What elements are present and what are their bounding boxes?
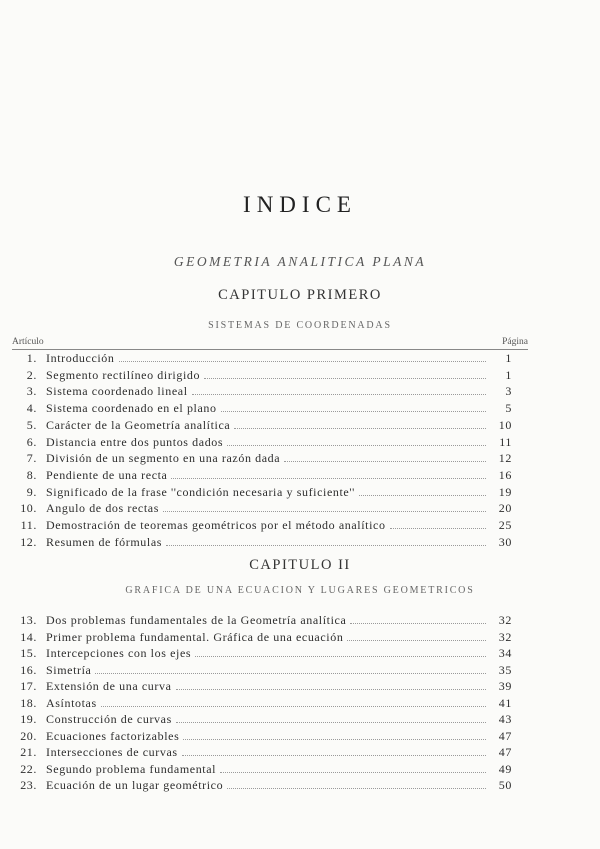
toc-entry-leader	[204, 368, 486, 379]
toc-entry-number: 7.	[26, 451, 37, 466]
toc-entry-title: Demostración de teoremas geométricos por el método analítico	[46, 518, 386, 532]
toc-entry	[0, 351, 600, 367]
toc-entry-title-wrap	[46, 468, 486, 483]
toc-entry-leader	[101, 696, 486, 707]
toc-entry-leader	[119, 351, 486, 362]
chapter-1-title: CAPITULO PRIMERO	[218, 287, 382, 303]
toc-entry	[0, 451, 600, 467]
chapter-2-title: CAPITULO II	[249, 557, 351, 573]
toc-entry-title-wrap	[46, 401, 486, 416]
toc-entry	[0, 630, 600, 646]
toc-entry-title-wrap	[46, 696, 486, 711]
toc-entry-number: 14.	[20, 629, 37, 644]
toc-entry	[0, 679, 600, 695]
toc-entry-leader	[221, 401, 486, 412]
toc-entry-title-wrap	[46, 435, 486, 450]
toc-entry-title-wrap	[46, 351, 486, 366]
toc-entry-number: 13.	[20, 613, 37, 627]
toc-entry	[0, 778, 600, 794]
toc-entry-page: 5	[505, 401, 512, 416]
toc-entry-leader	[227, 778, 486, 789]
toc-entry-leader	[359, 485, 486, 496]
toc-entry-page: 47	[498, 745, 512, 759]
toc-entry-leader	[192, 384, 486, 395]
toc-entry-number: 3.	[26, 384, 37, 399]
toc-entry-page: 32	[498, 629, 512, 644]
toc-entry-leader	[176, 679, 487, 690]
toc-entry-title: Segmento rectilíneo dirigido	[46, 367, 201, 382]
toc-entry-title-wrap	[46, 518, 486, 533]
toc-entry	[0, 663, 600, 679]
toc-entry-number: 19.	[20, 712, 37, 726]
toc-entry-number: 21.	[20, 745, 37, 759]
toc-entry-number: 11.	[20, 518, 37, 532]
toc-entry-title-wrap	[46, 679, 486, 694]
toc-entry-number: 22.	[20, 761, 37, 776]
column-header-rule	[12, 349, 528, 350]
toc-entry-page: 3	[505, 384, 512, 399]
toc-entry-leader	[171, 468, 486, 479]
toc-entry-title: Segundo problema fundamental	[46, 761, 217, 776]
toc-entry-number: 6.	[26, 434, 37, 449]
toc-entry-page: 25	[498, 518, 512, 532]
toc-entry	[0, 745, 600, 761]
toc-entry-title: Extensión de una curva	[46, 679, 172, 693]
toc-entry-title-wrap	[46, 451, 486, 466]
toc-entry-number: 1.	[26, 351, 37, 365]
toc-entry-page: 49	[498, 761, 512, 776]
toc-entry-number: 20.	[20, 728, 37, 743]
toc-entry-number: 2.	[26, 367, 37, 382]
toc-entry	[0, 368, 600, 384]
toc-entry-leader	[350, 613, 486, 624]
toc-entry-title: Resumen de fórmulas	[46, 534, 163, 549]
toc-entry	[0, 729, 600, 745]
toc-entry-page: 11	[499, 434, 512, 449]
toc-entry-page: 12	[498, 451, 512, 466]
toc-entry-title: Intersecciones de curvas	[46, 745, 178, 759]
toc-entry-title-wrap	[46, 646, 486, 661]
toc-entry-leader	[390, 518, 486, 529]
toc-entry-title: Significado de la frase ''condición necesaria y suficiente''	[46, 484, 355, 499]
toc-entry	[0, 646, 600, 662]
column-header-page: Página	[502, 337, 528, 347]
toc-entry-number: 15.	[20, 646, 37, 660]
toc-entry-title-wrap	[46, 663, 486, 678]
toc-entry-number: 17.	[20, 679, 37, 693]
toc-entry-page: 34	[498, 646, 512, 660]
toc-entry-title-wrap	[46, 485, 486, 500]
toc-entry	[0, 435, 600, 451]
toc-entry-title-wrap	[46, 630, 486, 645]
toc-entry-title-wrap	[46, 384, 486, 399]
part-title: GEOMETRIA ANALITICA PLANA	[173, 254, 427, 269]
toc-entry-number: 16.	[20, 662, 37, 677]
toc-entry-title-wrap	[46, 501, 486, 516]
toc-entry-page: 1	[505, 351, 512, 365]
toc-entry-number: 23.	[20, 778, 37, 792]
column-header-article: Artículo	[12, 337, 44, 347]
toc-entry-title-wrap	[46, 613, 486, 628]
toc-entry-number: 10.	[20, 501, 37, 516]
toc-entry-leader	[220, 762, 486, 773]
chapter-2-section: GRAFICA DE UNA ECUACION Y LUGARES GEOMETRICOS	[125, 585, 475, 596]
toc-entry-page: 19	[498, 484, 512, 499]
toc-entry-title-wrap	[46, 778, 486, 793]
toc-entry-page: 41	[498, 695, 512, 710]
toc-entry-page: 32	[498, 613, 512, 627]
toc-entry-page: 16	[498, 467, 512, 482]
toc-entry-number: 8.	[26, 467, 37, 482]
toc-entry-number: 18.	[20, 695, 37, 710]
toc-entry-number: 12.	[20, 534, 37, 549]
toc-entry-leader	[183, 729, 486, 740]
toc-entry	[0, 485, 600, 501]
toc-entry-page: 30	[498, 534, 512, 549]
toc-entry-leader	[195, 646, 486, 657]
toc-entry-title: Primer problema fundamental. Gráfica de una ecuación	[46, 629, 344, 644]
toc-entry-title: Ecuación de un lugar geométrico	[46, 778, 224, 792]
toc-entry-title: Asíntotas	[46, 695, 97, 710]
toc-entry-title-wrap	[46, 368, 486, 383]
toc-entry	[0, 401, 600, 417]
toc-entry-title: Distancia entre dos puntos dados	[46, 434, 224, 449]
toc-entry-title: División de un segmento en una razón dada	[46, 451, 281, 466]
toc-entry-number: 9.	[26, 484, 37, 499]
toc-entry-title: Ecuaciones factorizables	[46, 728, 180, 743]
toc-entry-leader	[284, 451, 486, 462]
toc-entry	[0, 468, 600, 484]
toc-entry	[0, 613, 600, 629]
page-title: INDICE	[243, 192, 357, 217]
toc-entry-title-wrap	[46, 418, 486, 433]
toc-entry-title: Introducción	[46, 351, 115, 365]
toc-entry	[0, 712, 600, 728]
toc-entry-page: 43	[498, 712, 512, 726]
toc-entry-title: Simetría	[46, 662, 92, 677]
toc-entry-title-wrap	[46, 535, 486, 550]
toc-entry-leader	[166, 535, 486, 546]
chapter-1-section: SISTEMAS DE COORDENADAS	[208, 320, 392, 331]
toc-entry-leader	[163, 501, 486, 512]
toc-entry	[0, 501, 600, 517]
toc-entry	[0, 535, 600, 551]
toc-entry	[0, 384, 600, 400]
toc-entry-leader	[347, 630, 486, 641]
toc-entry-leader	[176, 712, 486, 723]
toc-entry-page: 50	[498, 778, 512, 792]
toc-entry-leader	[95, 663, 486, 674]
toc-entry-page: 1	[505, 367, 512, 382]
toc-entry-title: Angulo de dos rectas	[46, 501, 159, 516]
toc-entry-number: 4.	[26, 401, 37, 416]
toc-entry-title: Dos problemas fundamentales de la Geometría analítica	[46, 613, 347, 627]
toc-entry	[0, 418, 600, 434]
toc-entry-page: 35	[498, 662, 512, 677]
toc-entry-title: Carácter de la Geometría analítica	[46, 417, 231, 432]
toc-entry-title: Intercepciones con los ejes	[46, 646, 192, 660]
toc-entry-title: Construcción de curvas	[46, 712, 172, 726]
toc-entry-title: Sistema coordenado en el plano	[46, 401, 217, 416]
toc-entry-title: Sistema coordenado lineal	[46, 384, 188, 399]
toc-entry-leader	[182, 745, 486, 756]
toc-entry-title: Pendiente de una recta	[46, 467, 168, 482]
toc-entry	[0, 696, 600, 712]
toc-entry-title-wrap	[46, 762, 486, 777]
toc-entry	[0, 518, 600, 534]
toc-entry-title-wrap	[46, 745, 486, 760]
toc-entry-page: 47	[498, 728, 512, 743]
toc-entry-title-wrap	[46, 729, 486, 744]
toc-entry-page: 10	[498, 417, 512, 432]
toc-entry-page: 20	[498, 501, 512, 516]
toc-entry	[0, 762, 600, 778]
toc-entry-number: 5.	[26, 417, 37, 432]
toc-entry-leader	[227, 435, 486, 446]
toc-entry-leader	[234, 418, 486, 429]
toc-entry-title-wrap	[46, 712, 486, 727]
toc-entry-page: 39	[498, 679, 512, 693]
